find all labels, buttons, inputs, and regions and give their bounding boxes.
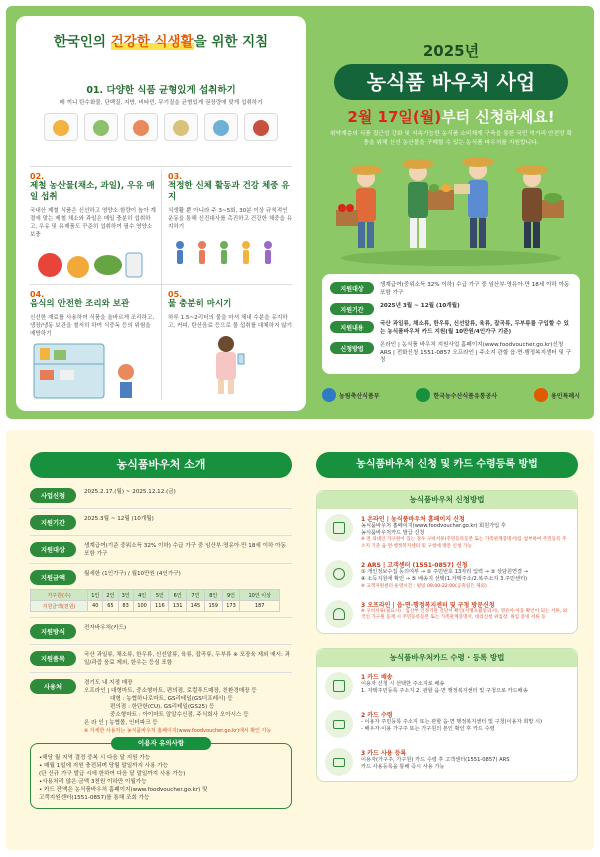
intro-title: 농식품바우처 소개 xyxy=(30,452,292,478)
guide-title: 한국인의 건강한 식생활을 위한 지침 xyxy=(53,34,269,50)
divider xyxy=(161,170,162,400)
card-step-delivery: 1 카드 배송 이용자 신청 시 선택한 주소지로 배송 1. 자택주민등록 주소지 2. 관할 읍·면 행정복지센터 및 구청으로 카드배송 xyxy=(317,667,577,705)
info-row: 지원대상 생계급여(중위소득 32% 이하) 수급 가구 중 임산부·영유아·만 18세 이하 아동 포함 가구 xyxy=(330,282,572,297)
table-header-cell: 2인 xyxy=(103,590,118,601)
table-row xyxy=(31,601,280,612)
caution-title: 이용자 유의사항 xyxy=(111,737,211,750)
intro-row: 지원방식 전자바우처(카드) xyxy=(30,624,292,639)
intro-row: 사업신청 2025.2.17.(월) ~ 2025.12.12.(금) xyxy=(30,488,292,503)
yongin-logo: 용인특례시 xyxy=(534,388,580,402)
table-cell: 145 xyxy=(187,601,205,612)
guide-section-2: 02. 제철 농산물(채소, 과일), 우유 매일 섭취 국내산 제철 식품은 신선하고 영양소 함량이 높아 계절에 맞는 제철 채소와 과일은 매일 충분히 섭취하고, 우유 및 유제품도 꾸준히 섭취하여 필수 영양소 보충 xyxy=(30,172,156,285)
meal-icon xyxy=(204,113,238,141)
divider xyxy=(30,284,292,285)
meal-icon xyxy=(244,113,278,141)
guide-section-5: 05. 물 충분히 마시기 하루 1.5~2리터의 물을 마셔 체내 수분을 유지하고, 커피, 탄산음료 등으로 물 섭취를 대체하지 않기 xyxy=(168,290,294,400)
table-cell: 83 xyxy=(118,601,133,612)
produce-illustration xyxy=(30,245,150,281)
info-row: 신청방법 온라인 | 농식품 바우처 지원사업 홈페이지(www.foodvoucher.go.kr)신청 ARS | 전화신청 1551-0857 오프라인 | 주소지 관할 읍·면·행정복지센터 및 구청 xyxy=(330,342,572,365)
table-header-cell: 가구원(수) xyxy=(31,590,88,601)
divider xyxy=(30,617,292,618)
drinking-water-illustration xyxy=(168,334,288,396)
hero-title: 농식품 바우처 사업 xyxy=(334,64,568,100)
card-step-receive: 2 카드 수령 - 이용자 주민등록 주소지 또는 관할 읍·면 행정복지센터 및 구청(이용자 희망 시) - 배우자·이용 가구주 또는 가구원의 본인 확인 후 카드 수령 xyxy=(317,705,577,743)
guide-section-3: 03. 적정한 신체 활동과 건강 체중 유지 식생활 뿐 아니라 주 3~5회, 30분 이상 규칙적인 운동을 통해 신진대사를 촉진하고 건강한 체중을 유지하기 xyxy=(168,172,294,281)
back-page xyxy=(6,430,594,850)
phone-icon xyxy=(325,560,353,588)
apply-step-ars: 2 ARS | 고객센터 (1551-0857) 신청 ① 개인정보수집 동의여부 → ② 주민번호 13자리 입력 → ③ 상담원연결 → ④ 소득지원에 확인 → ⑤ 배송지 선택(1.자택주소/2.복주소지 3.주민센터) ※ 고객지원센터 운영시간 : 평일 09:00-22:00(공휴일은 제외) xyxy=(317,555,577,595)
meal-icon xyxy=(44,113,78,141)
ministry-logo: 농림축산식품부 xyxy=(322,388,380,402)
meal-illustrations xyxy=(30,113,292,141)
table-cell: 116 xyxy=(151,601,169,612)
divider xyxy=(30,563,292,564)
card-icon xyxy=(325,710,353,738)
intro-row: 사용처 경기도 내 지정 매장 오프라인 | 대형마트, 중소형마트, 편의점, 로컬푸드매장, 친환경매장 등 대형 : 농협하나로마트, GS리테일(GS더프레시) 등 편의점 : 한단한(CU), GS리테일(GS25) 등 중소형마트 : 아이마트 알알수신점, 주식회사 오아시스 등 온 라 인 | 농협몰, 인터파크 등 ※ 자세한 사용처는 농식품바우처 홈페이지(www.foodvoucher.go.kr)에서 확인 가능 xyxy=(30,679,292,735)
headset-icon xyxy=(325,600,353,628)
table-cell: 187 xyxy=(240,601,280,612)
table-header-cell: 4인 xyxy=(133,590,151,601)
meal-icon xyxy=(84,113,118,141)
card-registration-card: 농식품바우처카드 수령 · 등록 방법 1 카드 배송 이용자 신청 시 선택한 주소지로 배송 1. 자택주민등록 주소지 2. 관할 읍·면 행정복지센터 및 구청으로 카드배송 2 카드 수령 - 이용자 주민등록 주소지 또는 관할 읍·면 행정복지센터 및 구청(이용자 희망 시) - 배우자·이용 가구주 또는 가구원의 본인 확인 후 카드 수령 3 카드 사용 등록 이용자(가구주, 가구원) 카드 수령 후 고객센터(1551-0857) ARS 카드 사용등록을 통해 즉시 사용 가능 xyxy=(316,648,578,782)
divider xyxy=(30,535,292,536)
info-row: 지원내용 국산 과일류, 채소류, 한우류, 신선알류, 육류, 잡곡류, 두부류를 구입할 수 있는 농식품바우처 카드 지원(월 10만원/4인가구 기준) xyxy=(330,321,572,336)
how-to-apply xyxy=(316,452,578,840)
how-title: 농식품바우처 신청 및 카드 수령등록 방법 xyxy=(316,452,578,478)
hero-description: 취약계층의 식품 접근성 강화 및 지속가능한 농식품 소비체계 구축을 통한 국민 먹거리 안전망 확충을 위해 신선 농산물을 구매할 수 있는 농식품 바우처를 지원합니다. xyxy=(329,131,573,146)
intro-row: 지원품목 국산 과일류, 채소류, 한우류, 신선알류, 육류, 잡곡류, 두부류 ※ 포장육 제외 예시: 과일/과즙 음료 제외, 한우는 등심 포함 xyxy=(30,651,292,667)
table-cell: 100 xyxy=(133,601,151,612)
table-cell: 65 xyxy=(103,601,118,612)
table-header-cell: 3인 xyxy=(118,590,133,601)
sponsor-logos xyxy=(322,384,580,406)
amount-table xyxy=(30,589,280,612)
exercise-illustration xyxy=(168,237,292,277)
table-header-cell: 5인 xyxy=(151,590,169,601)
diet-guide-panel xyxy=(16,16,306,411)
info-row: 지원기간 2025년 3월 ~ 12월 (10개월) xyxy=(330,303,572,315)
apply-step-online: 1 온라인 | 농식품바우처 홈페이지 신청 농식품바우처 홈페이지(www.foodvoucher.go.kr) 회원가입 후 농식품바우처카드 발급 신청 ※ 전 의대인 가구원이 있는 경우 구비서류(주민등록등본 또는 가족관계증명서)를 첨부하여 주민등록 주소지 기준 읍·면·행정복지센터 및 구청에 방문 신청 가능 xyxy=(317,509,577,555)
intro-row: 지원금액 월세한 (1인가구) / 월10만원 (4인가구) xyxy=(30,570,292,585)
at-logo: 한국농수산식품유통공사 xyxy=(416,388,497,402)
table-cell: 40 xyxy=(88,601,103,612)
table-header-cell: 9인 xyxy=(222,590,240,601)
table-cell: 173 xyxy=(222,601,240,612)
hero-panel xyxy=(318,16,584,411)
meal-icon xyxy=(124,113,158,141)
guide-section-1: 01. 다양한 식품 균형있게 섭취하기 매 끼니 탄수화물, 단백질, 지방, 비타민, 무기질을 균형있게 권장량에 맞게 섭취하기 xyxy=(30,82,292,162)
intro-row: 지원기간 2025.3월 ~ 12월 (10개월) xyxy=(30,515,292,530)
guide-section-4: 04. 음식의 안전한 조리와 보관 신선한 재료를 사용하여 식품을 올바르게 조리하고, 냉장/냉동 보관을 철저히 하여 식중독 등의 위험을 예방하기 xyxy=(30,290,156,404)
table-header-cell: 1인 xyxy=(88,590,103,601)
table-cell: 131 xyxy=(169,601,187,612)
table-row-label: 지원금액(천원) xyxy=(31,601,88,612)
voucher-intro xyxy=(30,452,292,840)
divider xyxy=(30,672,292,673)
table-cell: 159 xyxy=(204,601,222,612)
table-header-row xyxy=(31,590,280,601)
truck-icon xyxy=(325,672,353,700)
meal-icon xyxy=(164,113,198,141)
program-info-box xyxy=(322,274,580,374)
fridge-illustration xyxy=(30,342,150,400)
apply-method-card: 농식품바우처 신청방법 1 온라인 | 농식품바우처 홈페이지 신청 농식품바우처 홈페이지(www.foodvoucher.go.kr) 회원가입 후 농식품바우처카드 발급 신청 ※ 전 의대인 가구원이 있는 경우 구비서류(주민등록등본 또는 가족관계증명서)를 첨부하여 주민등록 주소지 기준 읍·면·행정복지센터 및 구청에 방문 신청 가능 2 ARS | 고객센터 (1551-0857) 신청 ① 개인정보수집 동의여부 → ② 주민번호 13자리 입력 → ③ 상담원연결 → ④ 소득지원에 확인 → ⑤ 배송지 선택(1.자택주소/2.복주소지 3.주민센터) ※ 고객지원센터 운영시간 : 평일 09:00-22:00(공휴일은 제외) 3 오프라인 | 읍·면·행정복지센터 및 구청 방문신청 ※ 구비서류(필요시) : 임산부 인정기관 진단서 확인(서명포괄동의서), 영유아·아동 확인이 되는 서류, 외국인 가구원 등재 시 주민등록등본 또는 가족관계증명서, 대리신청 위임장, 위임 증빙 서류 등 xyxy=(316,490,578,634)
apply-step-offline: 3 오프라인 | 읍·면·행정복지센터 및 구청 방문신청 ※ 구비서류(필요시) : 임산부 인정기관 진단서 확인(서명포괄동의서), 영유아·아동 확인이 되는 서류, 외국인 가구원 등재 시 주민등록등본 또는 가족관계증명서, 대리신청 위임장, 위임 증빙 서류 등 xyxy=(317,595,577,633)
card-step-register: 3 카드 사용 등록 이용자(가구주, 가구원) 카드 수령 후 고객센터(1551-0857) ARS 카드 사용등록을 통해 즉시 사용 가능 xyxy=(317,743,577,781)
caution-box: 이용자 유의사항 •해당 월 지역 결정 중복 시 다음 달 지원 가능 • 매월 1일에 지원 충전되며 당월 말일까지 사용 가능 (단 신규 가구 발급 시에 한하여 다음 달 말일까지 사용 가능) •사용처리 않은 금액 3천원 이하만 이월가능 • 카드 잔액은 농식품바우처 홈페이지(www.foodvoucher.go.kr) 및 고객지원센터(1551-0857)를 통해 조회 가능 xyxy=(30,743,292,809)
table-header-cell: 6인 xyxy=(169,590,187,601)
computer-icon xyxy=(325,514,353,542)
intro-row: 지원대상 생계급여(기준 중위소득 32% 이하) 수급 가구 중 임산부·영유아·만 18세 이하 아동 포함 가구 xyxy=(30,542,292,558)
table-header-cell: 8인 xyxy=(204,590,222,601)
hero-year: 2025년 xyxy=(422,42,480,60)
card-check-icon xyxy=(325,748,353,776)
divider xyxy=(30,508,292,509)
divider xyxy=(30,166,292,167)
table-header-cell: 10인 이상 xyxy=(240,590,280,601)
apply-date: 2월 17일(월)부터 신청하세요! xyxy=(347,108,555,126)
front-page xyxy=(6,6,594,419)
table-header-cell: 7인 xyxy=(187,590,205,601)
farmers-illustration xyxy=(336,150,566,270)
divider xyxy=(30,644,292,645)
